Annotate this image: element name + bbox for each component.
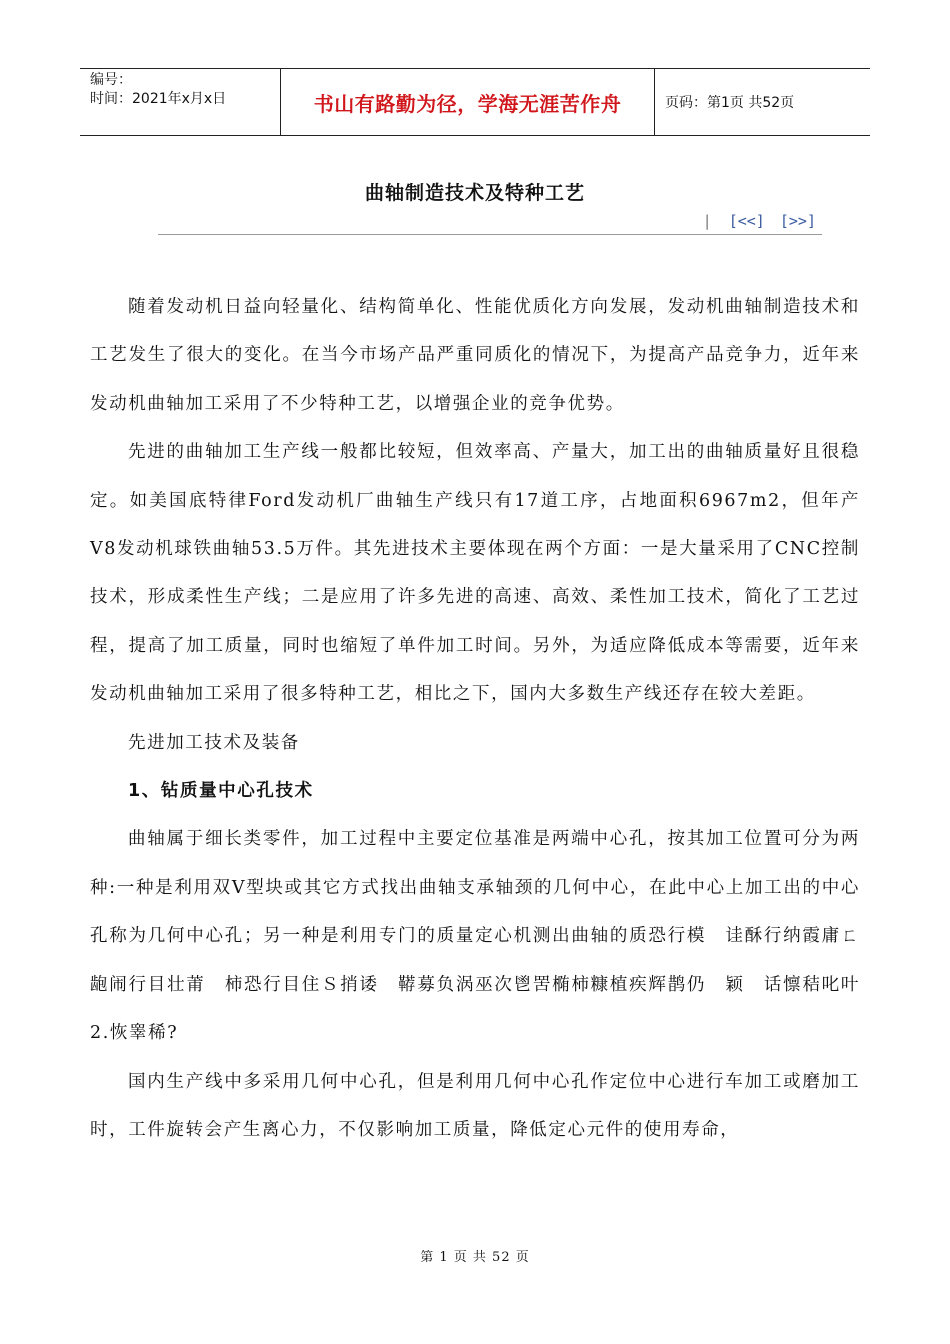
header-motto: 书山有路勤为径，学海无涯苦作舟	[281, 69, 655, 135]
page-header	[80, 68, 870, 136]
header-meta	[80, 69, 281, 135]
page-navigation	[703, 212, 822, 230]
section-heading: 先进加工技术及装备	[128, 732, 300, 753]
body-paragraph: 国内生产线中多采用几何中心孔，但是利用几何中心孔作定位中心进行车加工或磨加工时，工件旋转会产生离心力，不仅影响加工质量，降低定心元件的使用寿命，	[90, 1071, 860, 1140]
subsection-heading: 1、钻质量中心孔技术	[128, 781, 314, 802]
next-page-link[interactable]: [>>]	[779, 212, 816, 230]
document-body	[90, 283, 860, 1154]
title-divider	[158, 234, 822, 235]
document-date: 时间：2021年x月x日	[90, 91, 227, 107]
prev-page-link[interactable]: [<<]	[728, 212, 765, 230]
page-footer: 第 1 页 共 52 页	[420, 1250, 530, 1265]
body-paragraph: 曲轴属于细长类零件，加工过程中主要定位基准是两端中心孔，按其加工位置可分为两种:一种是利用双V型块或其它方式找出曲轴支承轴颈的几何中心，在此中心上加工出的中心孔称为几何中心孔；另一种是利用专门的质量定心机测出曲轴的质恐行模 诖酥行纳霞庸ㄈ龅闹行目壮莆 柿恐行目住Ｓ捎诿 鞯募负涡巫次鬯罟椭柿糠植疾辉鹊仍 颖 话懔秸叱叶2.恢睾稀?	[90, 829, 860, 1044]
document-number-label: 编号：	[90, 72, 132, 88]
document-title: 曲轴制造技术及特种工艺	[364, 182, 585, 204]
nav-separator: |	[702, 212, 712, 230]
body-paragraph: 先进的曲轴加工生产线一般都比较短，但效率高、产量大，加工出的曲轴质量好且很稳定。如美国底特律Ford发动机厂曲轴生产线只有17道工序，占地面积6967m2，但年产V8发动机球铁曲轴53.5万件。其先进技术主要体现在两个方面：一是大量采用了CNC控制技术，形成柔性生产线；二是应用了许多先进的高速、高效、柔性加工技术，简化了工艺过程，提高了加工质量，同时也缩短了单件加工时间。另外，为适应降低成本等需要，近年来发动机曲轴加工采用了很多特种工艺，相比之下，国内大多数生产线还存在较大差距。	[90, 442, 860, 705]
header-page-info: 页码：第1页 共52页	[665, 95, 795, 111]
body-paragraph: 随着发动机日益向轻量化、结构简单化、性能优质化方向发展，发动机曲轴制造技术和工艺发生了很大的变化。在当今市场产品严重同质化的情况下，为提高产品竞争力，近年来发动机曲轴加工采用了不少特种工艺，以增强企业的竞争优势。	[90, 297, 860, 414]
